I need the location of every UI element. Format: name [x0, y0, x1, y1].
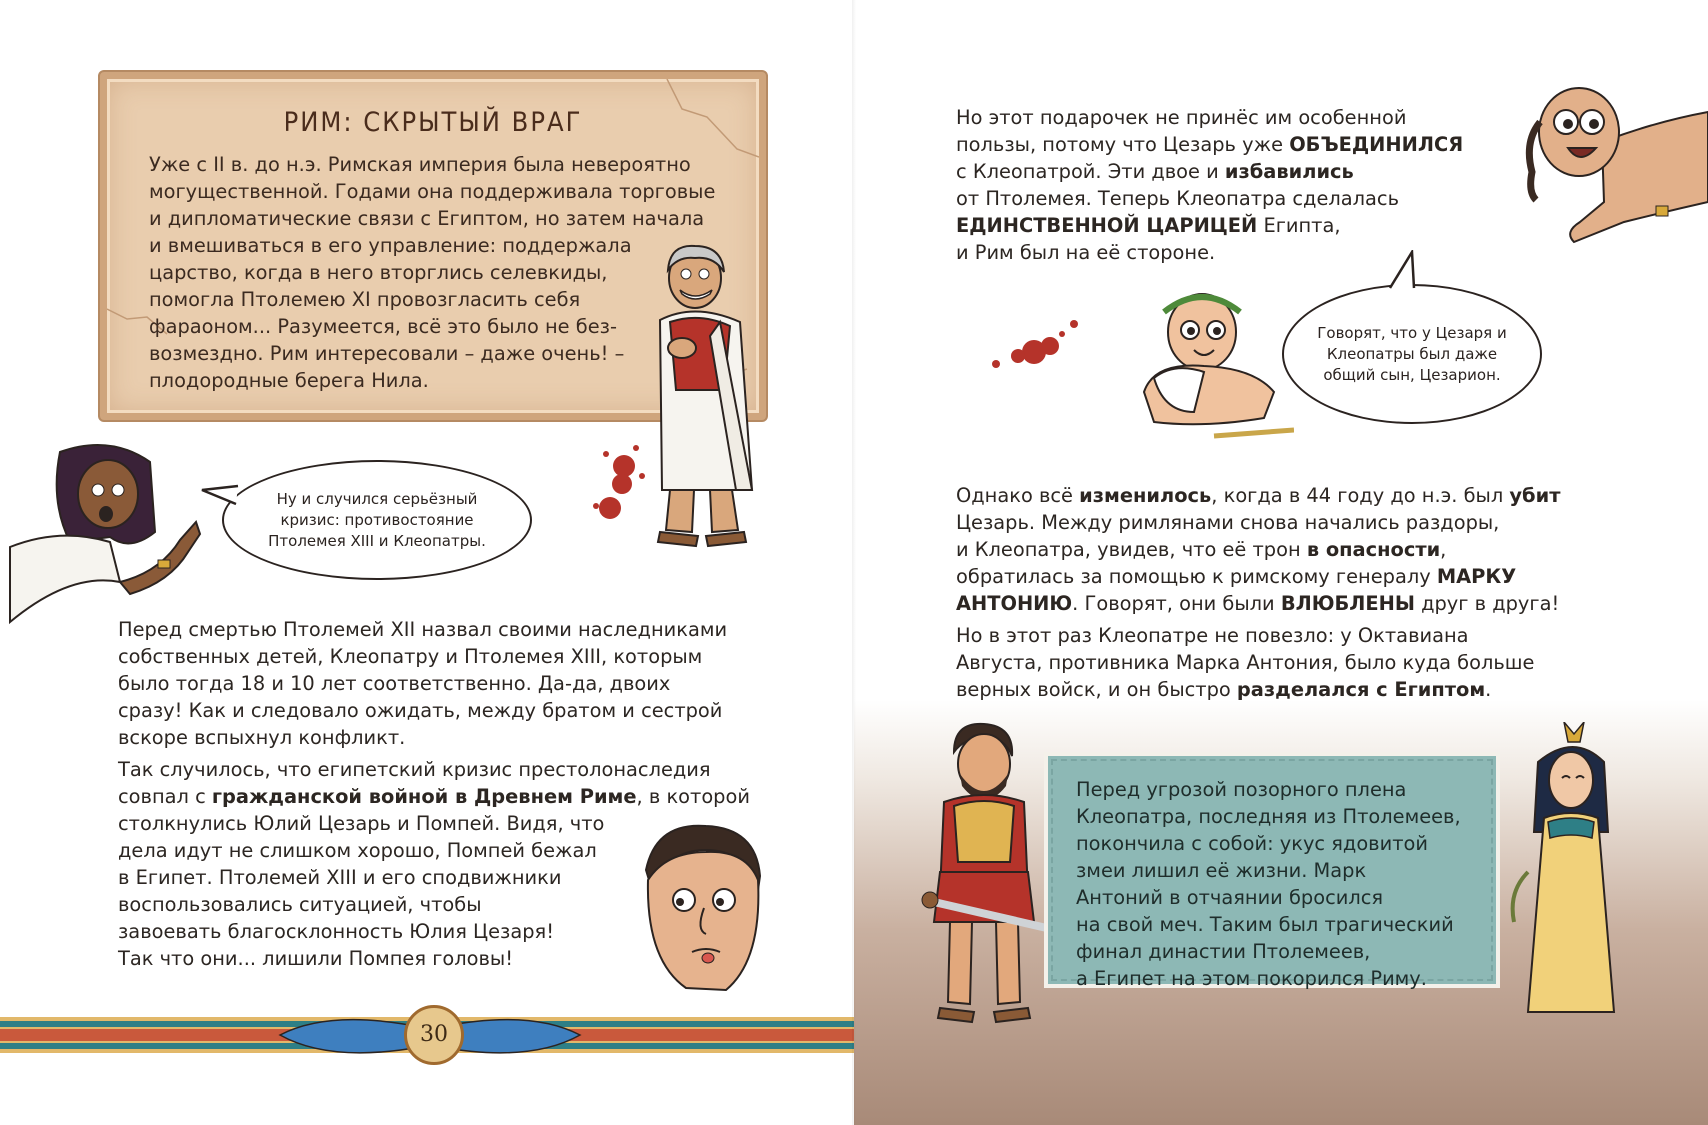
text-line [118, 783, 778, 810]
bold-text-run: разделался с Египтом [1236, 678, 1486, 701]
egyptian-woman-illustration [0, 432, 210, 632]
blood-splatter-decoration [586, 436, 646, 526]
tablet-line: могущественной. Годами она поддерживала торговые [149, 180, 716, 203]
text-run: совпал с [118, 785, 212, 808]
text-run: , когда в 44 году до н.э. был [1211, 484, 1510, 507]
teal-info-box [1044, 752, 1500, 988]
text-line: Цезарь. Между римлянами снова начались раздоры, [956, 511, 1500, 534]
text-line: воспользовались ситуацией, чтобы [118, 893, 482, 916]
right-page [854, 0, 1708, 1125]
text-line: было тогда 18 и 10 лет соответственно. Да-да, двоих [118, 672, 671, 695]
tablet-line: возмездно. Рим интересовали – даже очень! – [149, 342, 625, 365]
tablet-line: фараоном... Разумеется, всё это было не без- [149, 315, 617, 338]
text-line [956, 158, 1476, 185]
text-line [956, 482, 1696, 509]
text-line [956, 212, 1476, 239]
tablet-line: царство, когда в него вторглись селевкиды, [149, 261, 608, 284]
text-line: завоевать благосклонность Юлия Цезаря! [118, 920, 554, 943]
text-run: . Говорят, они были [1072, 592, 1281, 615]
text-run: , [1440, 538, 1447, 561]
text-line: Августа, противника Марка Антония, было куда больше [956, 651, 1535, 674]
text-line: финал династии Птолемеев, [1076, 940, 1371, 963]
text-run: и Клеопатра, увидев, что её трон [956, 538, 1307, 561]
cleopatra-illustration [1504, 722, 1634, 1042]
pompey-head-illustration [626, 820, 776, 1000]
text-run: Египта, [1257, 214, 1341, 237]
text-run: обратилась за помощью к римскому генералу [956, 565, 1437, 588]
teal-box-text [1076, 776, 1486, 992]
text-line [956, 590, 1696, 617]
speech-bubble-tail [200, 480, 240, 510]
text-line [956, 131, 1476, 158]
text-line: сразу! Как и следовало ожидать, между братом и сестрой [118, 699, 723, 722]
bold-text-run: убит [1509, 484, 1561, 507]
bold-text-run: ОБЪЕДИНИЛСЯ [1289, 133, 1464, 156]
paragraph-caesar-death [956, 482, 1696, 703]
roman-senator-illustration [640, 240, 800, 580]
bold-text-run: избавились [1224, 160, 1354, 183]
text-line: дела идут не слишком хорошо, Помпей бежал [118, 839, 597, 862]
speech-bubble-tail [1384, 250, 1424, 290]
text-run: верных войск, и он быстро [956, 678, 1237, 701]
text-line: от Птолемея. Теперь Клеопатра сделалась [956, 187, 1400, 210]
bold-text-run: изменилось [1079, 484, 1212, 507]
text-run: , в которой [636, 785, 750, 808]
bald-egyptian-man-illustration [1484, 82, 1708, 252]
text-line: Перед угрозой позорного плена [1076, 778, 1407, 801]
tablet-line: плодородные берега Нила. [149, 369, 429, 392]
bold-text-run: ВЛЮБЛЕНЫ [1280, 592, 1415, 615]
tablet-line: и вмешиваться в его управление: поддержала [149, 234, 632, 257]
speech-bubble-caesarion [1282, 284, 1542, 424]
bold-text-run: МАРКУ [1436, 565, 1517, 588]
text-line: Но в этот раз Клеопатре не повезло: у Октавиана [956, 624, 1469, 647]
speech-bubble-crisis [222, 460, 532, 580]
text-line: змеи лишил её жизни. Марк [1076, 859, 1367, 882]
text-run: Однако всё [956, 484, 1080, 507]
text-line: столкнулись Юлий Цезарь и Помпей. Видя, что [118, 812, 605, 835]
text-line [956, 563, 1696, 590]
text-line: Но этот подарочек не принёс им особенной [956, 106, 1407, 129]
text-line: Так случилось, что египетский кризис престолонаследия [118, 758, 711, 781]
text-line: и Рим был на её стороне. [956, 241, 1216, 264]
tablet-line: Уже с II в. до н.э. Римская империя была невероятно [149, 153, 691, 176]
text-line: в Египет. Птолемей XIII и его сподвижники [118, 866, 562, 889]
text-run: друг в друга! [1414, 592, 1560, 615]
text-line: а Египет на этом покорился Риму. [1076, 967, 1427, 990]
book-gutter-shadow [852, 0, 856, 1125]
text-run: пользы, потому что Цезарь уже [956, 133, 1290, 156]
text-line: вскоре вспыхнул конфликт. [118, 726, 406, 749]
baby-caesarion-illustration [1124, 282, 1294, 452]
bold-text-run: гражданской войной в Древнем Риме [211, 785, 637, 808]
tablet-line: помогла Птолемею XI провозгласить себя [149, 288, 581, 311]
text-line: собственных детей, Клеопатру и Птолемея XIII, которым [118, 645, 703, 668]
bold-text-run: АНТОНИЮ [956, 592, 1073, 615]
tablet-title: РИМ: СКРЫТЫЙ ВРАГ [283, 107, 583, 138]
bold-text-run: ЕДИНСТВЕННОЙ ЦАРИЦЕЙ [956, 214, 1258, 237]
text-line: Антоний в отчаянии бросился [1076, 886, 1384, 909]
paragraph-caesar-alliance [956, 104, 1476, 266]
paragraph-succession [118, 616, 778, 751]
text-line: на свой меч. Таким был трагический [1076, 913, 1454, 936]
text-line: Клеопатра, последняя из Птолемеев, [1076, 805, 1461, 828]
text-run: . [1485, 678, 1492, 701]
text-line: Перед смертью Птолемей XII назвал своими наследниками [118, 618, 728, 641]
text-line: Так что они... лишили Помпея головы! [118, 947, 514, 970]
text-line: покончила с собой: укус ядовитой [1076, 832, 1428, 855]
page-number-left: 30 [404, 1005, 464, 1065]
blood-splatter-decoration [984, 312, 1084, 382]
speech-bubble-text: Говорят, что у Цезаря и Клеопатры был даже общий сын, Цезарион. [1317, 323, 1507, 384]
text-line [956, 536, 1696, 563]
text-run: с Клеопатрой. Эти двое и [956, 160, 1225, 183]
bold-text-run: в опасности [1306, 538, 1441, 561]
speech-bubble-text: Ну и случился серьёзный кризис: противостояние Птолемея XIII и Клеопатры. [268, 489, 486, 550]
text-line [956, 676, 1696, 703]
tablet-line: и дипломатические связи с Египтом, но затем начала [149, 207, 705, 230]
